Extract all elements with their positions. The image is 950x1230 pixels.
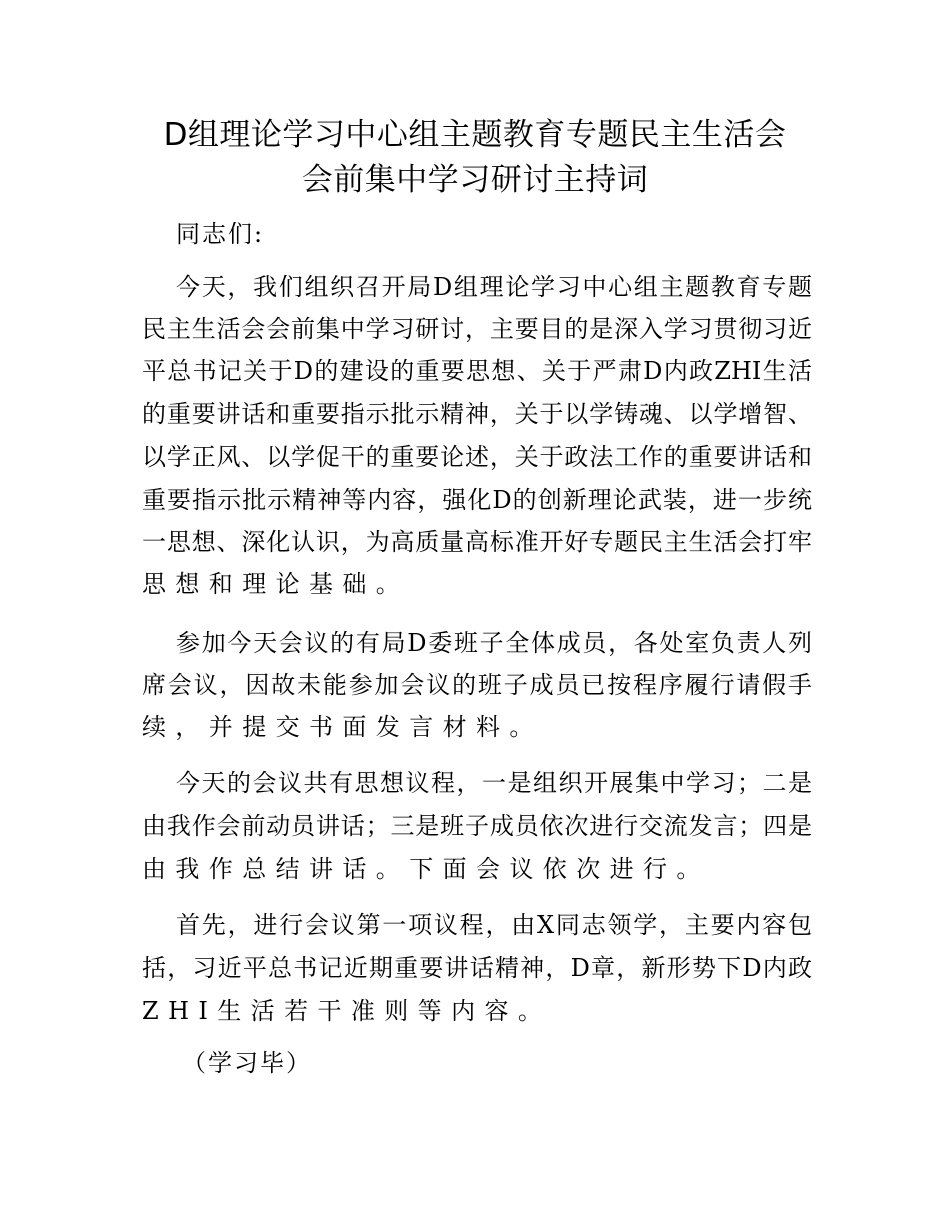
paragraph-line: 平总书记关于D的建设的重要思想、关于严肃D内政ZHI生活 [142, 357, 812, 385]
paragraph-line: 重要指示批示精神等内容，强化D的创新理论武装，进一步统 [142, 486, 812, 514]
paragraph-line: 席会议，因故未能参加会议的班子成员已按程序履行请假手 [142, 671, 812, 699]
paragraph-line: 的重要讲话和重要指示批示精神，关于以学铸魂、以学增智、 [142, 400, 812, 428]
paragraph-line: 括，习近平总书记近期重要讲话精神，D章，新形势下D内政 [142, 954, 812, 982]
paragraph-line: 续，并提交书面发言材料。 [142, 713, 543, 741]
paragraph-line: 由我作会前动员讲话；三是班子成员依次进行交流发言；四是 [142, 812, 812, 840]
salutation: 同志们: [176, 220, 265, 248]
document-title-line-2: 会前集中学习研讨主持词 [301, 162, 649, 198]
paragraph-line: 今天，我们组织召开局D组理论学习中心组主题教育专题 [176, 273, 812, 301]
paragraph-line: 思想和理论基础。 [142, 570, 410, 598]
closing-note: （学习毕） [182, 1049, 312, 1077]
paragraph-line: 参加今天会议的有局D委班子全体成员，各处室负责人列 [176, 629, 812, 657]
paragraph-line: 由我作总结讲话。下面会议依次进行。 [142, 855, 710, 883]
paragraph-line: 一思想、深化认识，为高质量高标准开好专题民主生活会打牢 [142, 528, 812, 556]
paragraph-line: 以学正风、以学促干的重要论述，关于政法工作的重要讲话和 [142, 443, 812, 471]
paragraph-line: 今天的会议共有思想议程，一是组织开展集中学习；二是 [176, 769, 812, 797]
document-title-line-1: D组理论学习中心组主题教育专题民主生活会 [163, 117, 787, 153]
paragraph-line: ZHI生活若干准则等内容。 [142, 997, 552, 1025]
paragraph-line: 首先，进行会议第一项议程，由X同志领学，主要内容包 [176, 911, 812, 939]
paragraph-line: 民主生活会会前集中学习研讨，主要目的是深入学习贯彻习近 [142, 315, 812, 343]
